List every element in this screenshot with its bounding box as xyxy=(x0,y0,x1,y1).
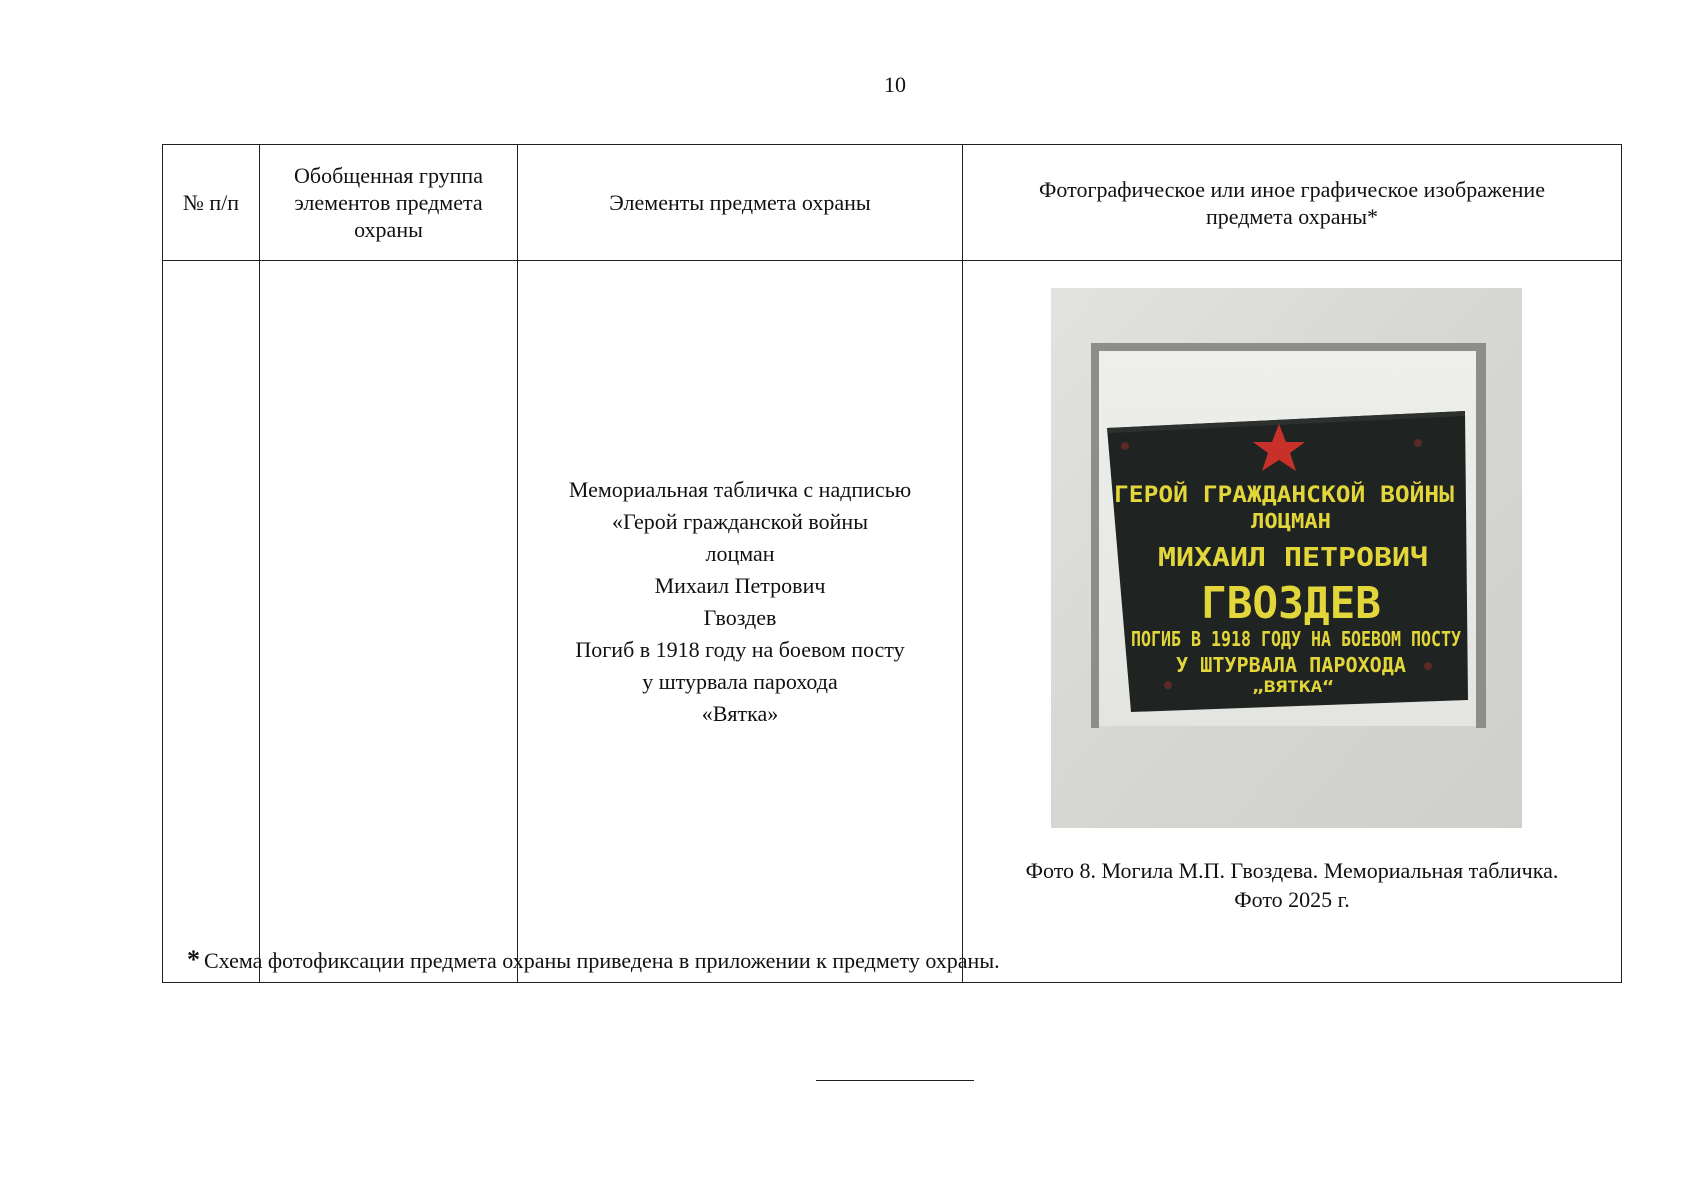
plaque-line: „ВЯТКА“ xyxy=(1252,677,1334,696)
cell-photo xyxy=(963,261,1622,983)
page-number: 10 xyxy=(884,72,906,97)
footnote-text: Схема фотофиксации предмета охраны приведена в приложении к предмету охраны. xyxy=(204,948,1000,973)
footnote-star: * xyxy=(187,945,200,974)
screw xyxy=(1164,681,1172,689)
header-elements: Элементы предмета охраны xyxy=(518,145,963,261)
plaque-line: ГВОЗДЕВ xyxy=(1201,578,1381,629)
header-number: № п/п xyxy=(163,145,260,261)
cell-number xyxy=(163,261,260,983)
screw xyxy=(1121,442,1129,450)
photo-caption xyxy=(963,856,1621,914)
table-header-row xyxy=(163,145,1622,261)
cell-elements xyxy=(518,261,963,983)
elements-text: Мемориальная табличка с надписью «Герой гражданской войны лоцман Михаил Петрович Гвоздев Погиб в 1918 году на боевом посту у штурвала парохода «Вятка» xyxy=(568,476,912,726)
screw xyxy=(1424,662,1432,670)
protection-table xyxy=(162,144,1622,983)
plaque-line: ГЕРОЙ ГРАЖДАНСКОЙ ВОЙНЫ xyxy=(1114,483,1419,508)
plaque-line: МИХАИЛ ПЕТРОВИЧ xyxy=(1158,543,1428,573)
header-photo: Фотографическое или иное графическое изображение предмета охраны* xyxy=(963,145,1622,261)
header-group: Обобщенная группа элементов предмета охраны xyxy=(260,145,518,261)
plaque-line: У ШТУРВАЛА ПАРОХОДА xyxy=(1176,653,1406,677)
plaque-line: ЛОЦМАН xyxy=(1251,509,1331,533)
screw xyxy=(1414,439,1422,447)
plaque-line: ПОГИБ В 1918 ГОДУ НА БОЕВОМ ПОСТУ xyxy=(1131,627,1461,651)
caption-line: Фото 8. Могила М.П. Гвоздева. Мемориальная табличка. xyxy=(1025,858,1559,883)
cell-group xyxy=(260,261,518,983)
memorial-plaque-photo xyxy=(1051,288,1522,828)
table-row xyxy=(163,261,1622,983)
caption-line: Фото 2025 г. xyxy=(1234,887,1350,912)
footnote xyxy=(187,945,1000,975)
bottom-rule xyxy=(816,1080,974,1081)
